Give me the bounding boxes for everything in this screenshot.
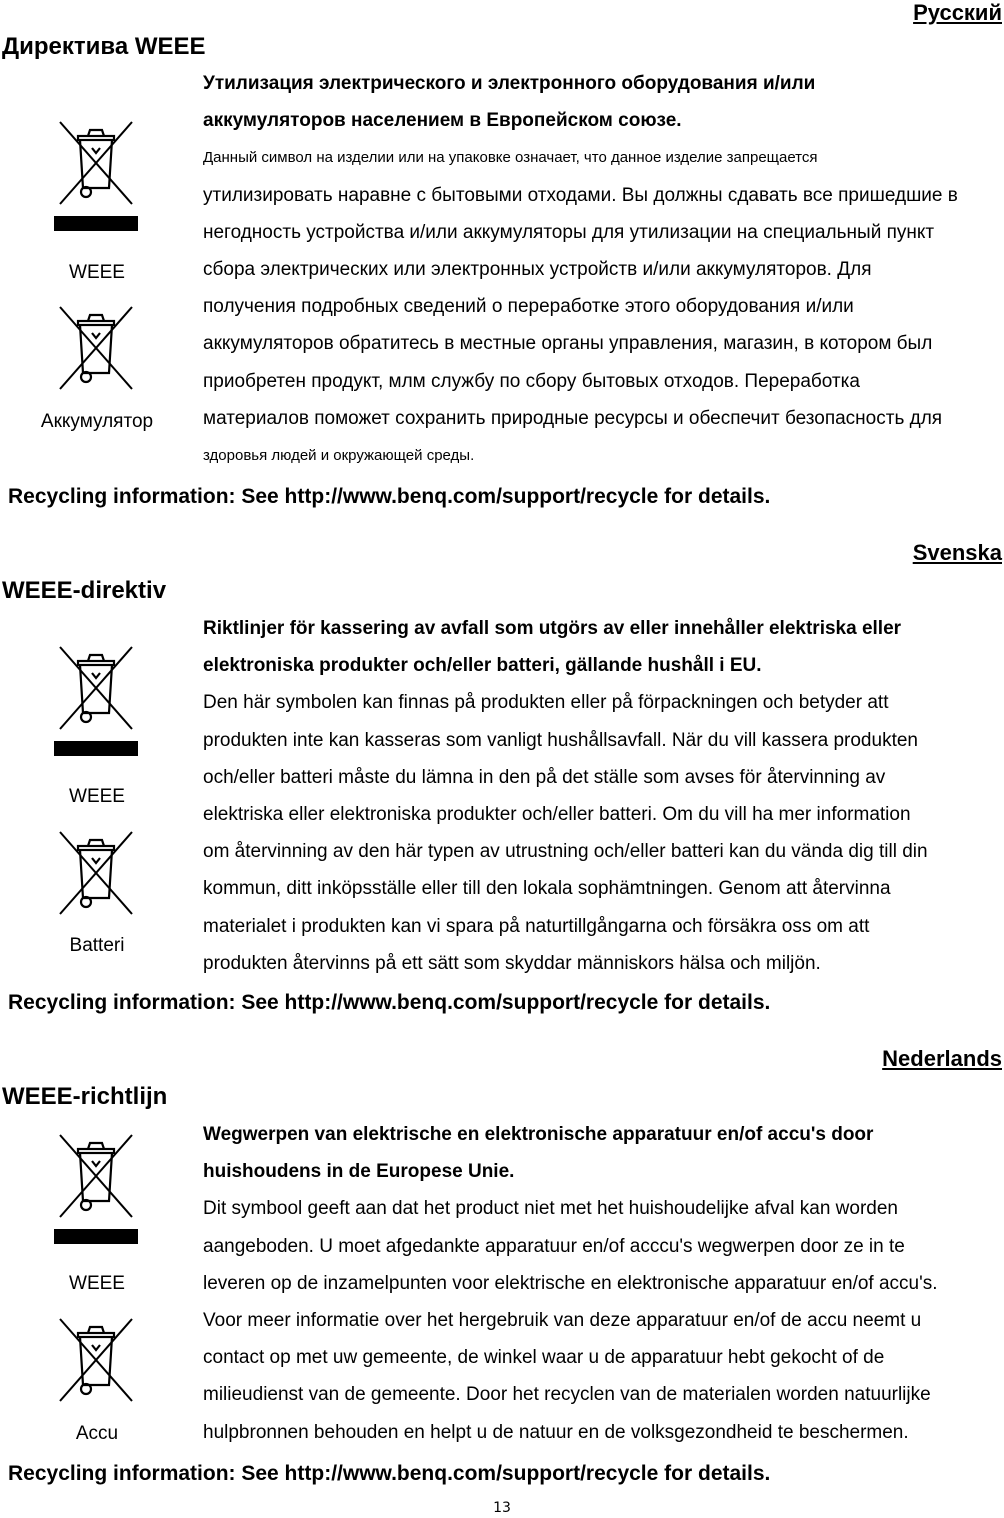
battery-label: Batteri bbox=[69, 935, 125, 956]
battery-label: Аккумулятор bbox=[40, 411, 154, 432]
battery-label: Accu bbox=[75, 1423, 119, 1444]
page-number: 13 bbox=[493, 1500, 511, 1516]
recycling-info: Recycling information: See http://www.benq.com/support/recycle for details. bbox=[8, 485, 771, 508]
section-heading-dutch: WEEE-richtlijn bbox=[2, 1083, 168, 1110]
title-line: huishoudens in de Europese Unie. bbox=[203, 1161, 515, 1183]
weee-bin-icon bbox=[52, 1133, 140, 1245]
body-line: Voor meer informatie over het hergebruik van deze apparatuur en/of de accu neemt u bbox=[203, 1309, 922, 1331]
body-line: Данный символ на изделии или на упаковке означает, что данное изделие запрещается bbox=[203, 149, 818, 167]
body-line: приобретен продукт, млм службу по сбору бытовых отходов. Переработка bbox=[203, 370, 860, 392]
title-line: Утилизация электрического и электронного оборудования и/или bbox=[203, 73, 816, 94]
body-line: утилизировать наравне с бытовыми отходами. Вы должны сдавать все пришедшие в bbox=[203, 184, 958, 206]
weee-label: WEEE bbox=[69, 262, 125, 283]
battery-bin-icon bbox=[52, 1317, 140, 1409]
body-line: contact op met uw gemeente, de winkel waar u de apparatuur hebt gekocht of de bbox=[203, 1347, 885, 1369]
title-line: Wegwerpen van elektrische en elektronische apparatuur en/of accu's door bbox=[203, 1124, 874, 1145]
recycling-info: Recycling information: See http://www.benq.com/support/recycle for details. bbox=[8, 991, 771, 1014]
body-line: материалов поможет сохранить природные ресурсы и обеспечит безопасность для bbox=[203, 407, 943, 429]
body-line: och/eller batteri måste du lämna in den på det ställe som avses för återvinning av bbox=[203, 766, 886, 788]
title-line: аккумуляторов населением в Европейском союзе. bbox=[203, 110, 682, 132]
body-line: kommun, ditt inköpsställe eller till den lokala sophämtningen. Genom att återvinna bbox=[203, 878, 891, 900]
section-body-russian bbox=[203, 65, 1003, 474]
body-line: elektriska eller elektroniska produkter och/eller batteri. Om du vill ha mer information bbox=[203, 803, 911, 825]
body-line: aangeboden. U moet afgedankte apparatuur en/of acccu's wegwerpen door ze in te bbox=[203, 1235, 905, 1257]
language-label-dutch: Nederlands bbox=[882, 1046, 1002, 1071]
body-line: Den här symbolen kan finnas på produkten eller på förpackningen och betyder att bbox=[203, 692, 889, 714]
weee-bin-icon bbox=[52, 645, 140, 757]
language-label-russian: Русский bbox=[913, 0, 1002, 25]
body-line: produkten återvinns på ett sätt som skyddar människors hälsa och miljön. bbox=[203, 952, 821, 974]
weee-label: WEEE bbox=[69, 786, 125, 807]
body-line: leveren op de inzamelpunten voor elektrische en elektronische apparatuur en/of accu's. bbox=[203, 1272, 938, 1294]
body-line: здоровья людей и окружающей среды. bbox=[203, 446, 475, 464]
body-line: om återvinning av den här typen av utrustning och/eller batteri kan du vända dig till din bbox=[203, 841, 928, 863]
weee-label: WEEE bbox=[69, 1273, 125, 1294]
body-line: получения подробных сведений о переработке этого оборудования и/или bbox=[203, 296, 854, 318]
language-label-swedish: Svenska bbox=[912, 540, 1002, 565]
body-line: аккумуляторов обратитесь в местные органы управления, магазин, в котором был bbox=[203, 333, 933, 355]
title-line: Riktlinjer för kassering av avfall som utgörs av eller innehåller elektriska eller bbox=[203, 618, 902, 639]
section-heading-russian: Директива WEEE bbox=[2, 33, 206, 60]
section-heading-swedish: WEEE-direktiv bbox=[2, 577, 167, 604]
section-body-dutch bbox=[203, 1116, 1003, 1451]
recycling-info: Recycling information: See http://www.benq.com/support/recycle for details. bbox=[8, 1462, 771, 1485]
weee-bin-icon bbox=[52, 120, 140, 232]
body-line: produkten inte kan kasseras som vanligt hushållsavfall. När du vill kassera produkten bbox=[203, 729, 918, 751]
body-line: milieudienst van de gemeente. Door het recyclen van de materialen worden natuurlijke bbox=[203, 1384, 931, 1406]
body-line: materialet i produkten kan vi spara på naturtillgångarna och försäkra oss om att bbox=[203, 915, 870, 937]
body-line: Dit symbool geeft aan dat het product niet met het huishoudelijke afval kan worden bbox=[203, 1198, 898, 1220]
battery-bin-icon bbox=[52, 830, 140, 922]
section-body-swedish bbox=[203, 610, 1003, 982]
battery-bin-icon bbox=[52, 305, 140, 397]
title-line: elektroniska produkter och/eller batteri, gällande hushåll i EU. bbox=[203, 655, 762, 677]
body-line: hulpbronnen behouden en helpt u de natuur en de volksgezondheid te beschermen. bbox=[203, 1421, 909, 1443]
body-line: негодность устройства и/или аккумуляторы для утилизации на специальный пункт bbox=[203, 221, 935, 243]
body-line: сбора электрических или электронных устройств и/или аккумуляторов. Для bbox=[203, 258, 872, 280]
